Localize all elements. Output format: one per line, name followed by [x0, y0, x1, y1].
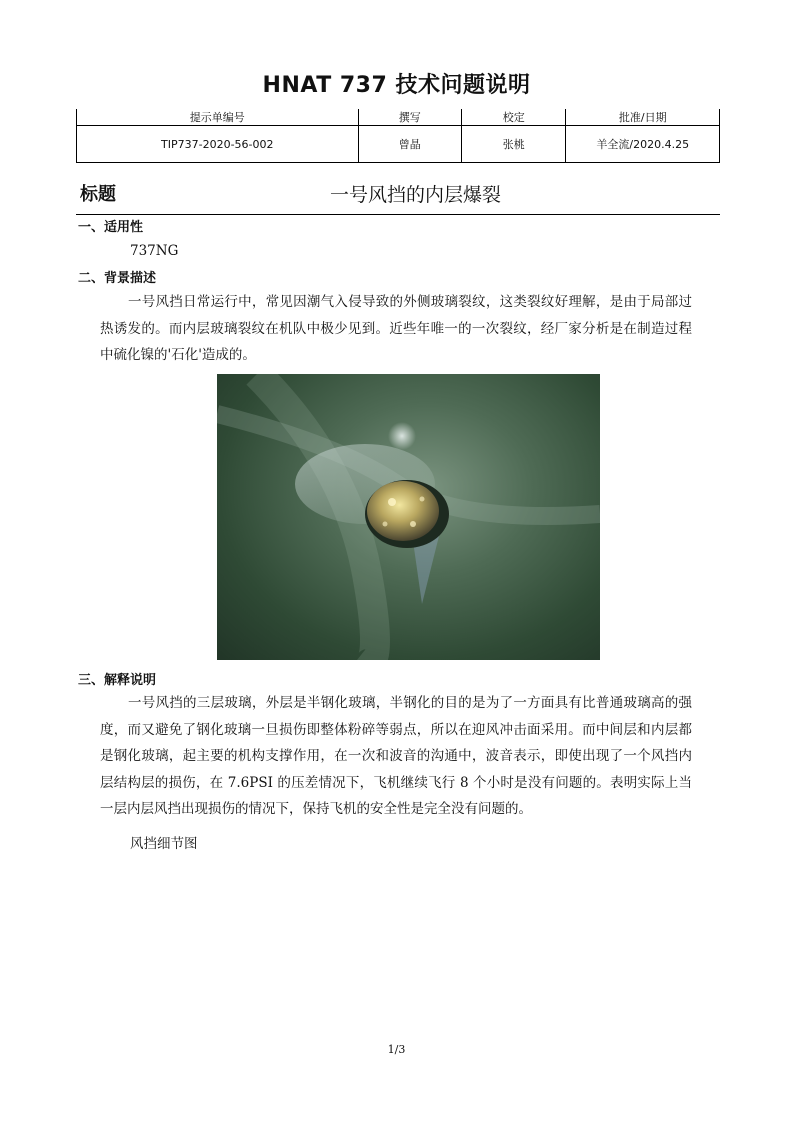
- windshield-crack-photo: [217, 374, 600, 660]
- subject-row: [76, 178, 720, 215]
- background-paragraph: [100, 289, 692, 369]
- section-heading-background: 二、背景描述: [78, 271, 157, 286]
- document-title: HNAT 737 技术问题说明: [262, 73, 531, 98]
- header-approval-date: 批准/日期: [566, 109, 720, 126]
- subject-label: 标题: [80, 184, 116, 205]
- page-number: 1/3: [387, 1043, 406, 1056]
- value-reviewer: 张桃: [462, 126, 566, 163]
- figure-caption: 风挡细节图: [130, 836, 198, 852]
- section-heading-explanation: 三、解释说明: [78, 673, 157, 688]
- explanation-text: 一号风挡的三层玻璃，外层是半钢化玻璃，半钢化的目的是为了一方面具有比普通玻璃高的强度，而又避免了钢化玻璃一旦损伤即整体粉碎等弱点，所以在迎风冲击面采用。而中间层和内层都是钢化玻璃，起主要的机构支撑作用，在一次和波音的沟通中，波音表示，即使出现了一个风挡内层结构层的损伤，在 7.6PSI 的压差情况下，飞机继续飞行 8 个小时是没有问题的。表明实际上当一层内层风挡出现损伤的情况下，保持飞机的安全性是完全没有问题的。: [100, 695, 692, 817]
- header-author: 撰写: [358, 109, 461, 126]
- value-tip-number: TIP737-2020-56-002: [77, 126, 359, 163]
- value-approval-date: 羊全流/2020.4.25: [566, 126, 720, 163]
- explanation-paragraph: [100, 690, 692, 823]
- section-heading-applicability: 一、适用性: [78, 220, 144, 235]
- background-text: 一号风挡日常运行中，常见因潮气入侵导致的外侧玻璃裂纹，这类裂纹好理解，是由于局部过热诱发的。而内层玻璃裂纹在机队中极少见到。近些年唯一的一次裂纹，经厂家分析是在制造过程中硫化镍的'石化'造成的。: [100, 294, 692, 363]
- header-reviewer: 校定: [462, 109, 566, 126]
- meta-table: [76, 109, 720, 163]
- value-author: 曾晶: [358, 126, 461, 163]
- header-tip-number: 提示单编号: [77, 109, 359, 126]
- meta-header-row: [77, 109, 720, 126]
- meta-value-row: [77, 126, 720, 163]
- subject-text: 一号风挡的内层爆裂: [330, 184, 502, 206]
- applicability-text: 737NG: [130, 243, 179, 259]
